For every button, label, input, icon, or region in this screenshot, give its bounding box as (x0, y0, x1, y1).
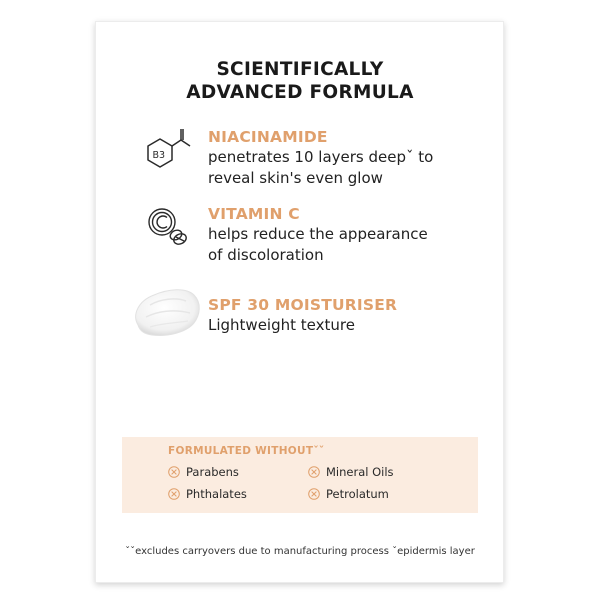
feature-heading: SPF 30 MOISTURISER (208, 296, 398, 314)
feature-heading: NIACINAMIDE (208, 128, 328, 146)
x-circle-icon (308, 488, 320, 500)
page-title (0, 58, 600, 104)
without-item-label: Phthalates (186, 487, 247, 501)
x-circle-icon (168, 466, 180, 478)
formulated-without-band (122, 437, 478, 513)
feature-desc-line-1: penetrates 10 layers deepˇ to (208, 148, 434, 166)
feature-text (208, 204, 488, 266)
title-line-1: SCIENTIFICALLY (216, 59, 384, 80)
feature-desc-line-1: helps reduce the appearance (208, 225, 428, 243)
x-circle-icon (168, 488, 180, 500)
without-item (168, 487, 247, 501)
b3-label: B3 (152, 150, 166, 161)
title-line-2: ADVANCED FORMULA (186, 82, 414, 103)
vitamin-c-icon (140, 204, 200, 264)
molecule-icon (140, 127, 200, 187)
without-item (168, 465, 239, 479)
cream-swatch-icon (128, 281, 208, 351)
without-item-label: Parabens (186, 465, 239, 479)
without-item-label: Petrolatum (326, 487, 389, 501)
footnote: ˇˇexcludes carryovers due to manufacturing process ˇepidermis layer (125, 546, 475, 557)
feature-heading: VITAMIN C (208, 205, 300, 223)
x-circle-icon (308, 466, 320, 478)
feature-desc-line-1: Lightweight texture (208, 316, 355, 334)
feature-desc-line-2: of discoloration (208, 246, 324, 264)
formulated-without-label: FORMULATED WITHOUTˇˇ (168, 445, 325, 457)
feature-text (208, 295, 488, 336)
without-item-label: Mineral Oils (326, 465, 394, 479)
feature-desc-line-2: reveal skin's even glow (208, 169, 383, 187)
feature-text (208, 127, 488, 189)
without-item (308, 487, 389, 501)
without-item (308, 465, 394, 479)
